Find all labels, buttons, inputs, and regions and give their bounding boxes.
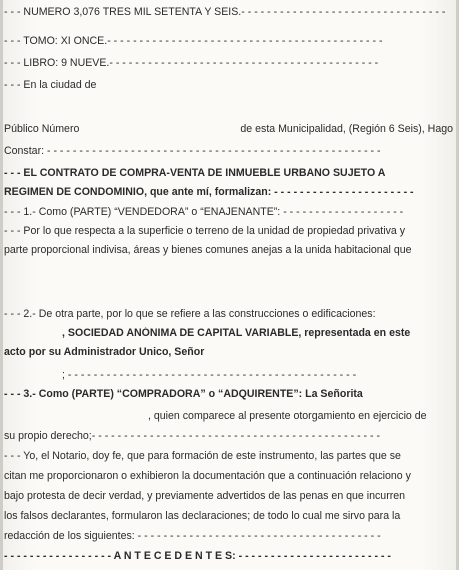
deed-number-line: - - - NUMERO 3,076 TRES MIL SETENTA Y SEIS.- - - - - - - - - - - - - - - - - - - - - - - - - - - - - - - -	[4, 6, 446, 18]
libro-line: - - - LIBRO: 9 NUEVE.- - - - - - - - - - - - - - - - - - - - - - - - - - - - - - - - - - - - - - - - - -	[4, 57, 379, 69]
notary-faith-5: redacción de los siguientes: - - - - - - - - - - - - - - - - - - - - - - - - - - - - - - - - - - - - - -	[4, 530, 381, 542]
buyer-appearance-line: , quien comparece al presente otorgamiento en ejercicio de	[148, 410, 427, 422]
municipality-text: de esta Municipalidad, (Región 6 Seis), Hago	[240, 123, 453, 135]
buyer-heading	[4, 388, 453, 401]
separator-dashes: ; - - - - - - - - - - - - - - - - - - - - - - - - - - - - - - - - - - - - - - - - - - - - -	[62, 369, 357, 381]
tomo-line: - - - TOMO: XI ONCE.- - - - - - - - - - - - - - - - - - - - - - - - - - - - - - - - - - - - - - - - - - -	[4, 35, 383, 47]
contract-title-line-1: - - - EL CONTRATO DE COMPRA-VENTA DE INMUEBLE URBANO SUJETO A	[4, 167, 386, 179]
page-left-edge	[0, 0, 3, 570]
public-number-line	[4, 123, 453, 136]
company-line: , SOCIEDAD ANÓNIMA DE CAPITAL VARIABLE, representada en este	[62, 327, 411, 339]
notary-faith-2: citan me proporcionaron o exhibieron la documentación que a continuación relaciono y	[4, 470, 411, 482]
constructions-line: - - - 2.- De otra parte, por lo que se refiere a las construcciones o edificaciones:	[4, 308, 376, 320]
own-right-line: su propio derecho;- - - - - - - - - - - - - - - - - - - - - - - - - - - - - - - - - - - - - - - - - - - - -	[4, 430, 381, 442]
notary-faith-3: bajo protesta de decir verdad, y previamente advertidos de las penas en que incurren	[4, 490, 406, 502]
public-number-label: Público Número	[4, 123, 80, 135]
constar-line: Constar: - - - - - - - - - - - - - - - - - - - - - - - - - - - - - - - - - - - - - - - - - - - - - - - - - - - -	[4, 145, 381, 157]
administrator-line: acto por su Administrador Unico, Señor	[4, 346, 205, 358]
seller-heading: - - - 1.- Como (PARTE) “VENDEDORA” o “ENAJENANTE”: - - - - - - - - - - - - - - - - - - -	[4, 206, 404, 218]
antecedentes-heading: - - - - - - - - - - - - - - - - - A N T E C E D E N T E S: - - - - - - - - - - - - - - - - - - - - - - - -	[4, 550, 391, 562]
notary-faith-1: - - - Yo, el Notario, doy fe, que para formación de este instrumento, las partes que se	[4, 450, 401, 462]
city-line: - - - En la ciudad de	[4, 79, 97, 91]
notary-faith-4: los falsos declarantes, formularon las declaraciones; de todo lo cual me sirvo para la	[4, 510, 401, 522]
contract-title-line-2: REGIMEN DE CONDOMINIO, que ante mí, formalizan: - - - - - - - - - - - - - - - - - - - - - -	[4, 186, 414, 198]
paragraph-surface-1: - - - Por lo que respecta a la superficie o terreno de la unidad de propiedad privativa y	[4, 225, 406, 237]
buyer-heading-text: - - - 3.- Como (PARTE) “COMPRADORA” o “ADQUIRENTE”: La Señorita	[4, 388, 363, 400]
paragraph-surface-2: parte proporcional indivisa, áreas y bienes comunes anejas a la unida habitacional que	[4, 244, 412, 256]
